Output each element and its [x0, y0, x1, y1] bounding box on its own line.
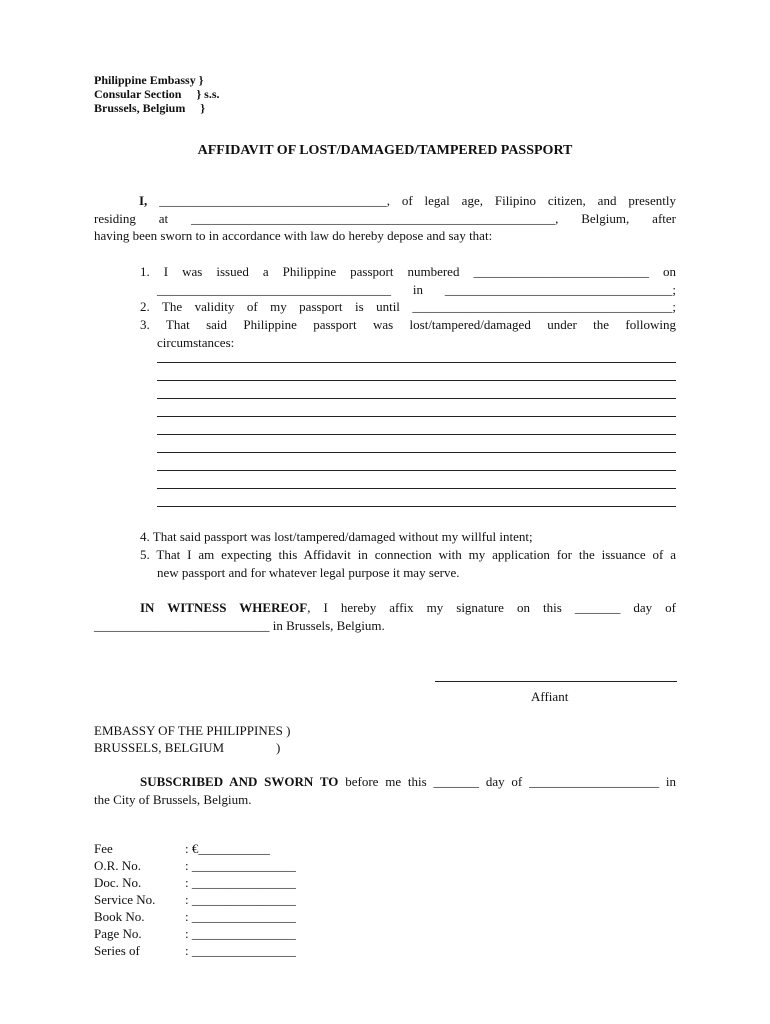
- item-1-line-1: 1. I was issued a Philippine passport numbered ___________________________ on: [140, 264, 676, 279]
- witness-line-1: [140, 599, 676, 617]
- fee-label: Fee: [94, 841, 113, 856]
- header-section: Consular Section } s.s.: [94, 87, 220, 101]
- circumstances-line: [157, 488, 676, 489]
- page-no-label: Page No.: [94, 926, 142, 941]
- item-2: 2. The validity of my passport is until ________________________________________;: [140, 299, 676, 314]
- item-3-line-1: 3. That said Philippine passport was lost/tampered/damaged under the following: [140, 317, 676, 332]
- affiant-label: Affiant: [531, 689, 569, 704]
- or-no-value: : ________________: [185, 858, 296, 873]
- witness-heading: IN WITNESS WHEREOF: [140, 600, 308, 615]
- service-no-label: Service No.: [94, 892, 156, 907]
- item-4: 4. That said passport was lost/tampered/damaged without my willful intent;: [140, 529, 533, 544]
- doc-no-value: : ________________: [185, 875, 296, 890]
- signature-line: [435, 681, 677, 682]
- document-title: AFFIDAVIT OF LOST/DAMAGED/TAMPERED PASSPORT: [197, 143, 573, 158]
- fee-value: : €___________: [185, 841, 270, 856]
- header-embassy: Philippine Embassy }: [94, 73, 204, 87]
- embassy-line-2: BRUSSELS, BELGIUM ): [94, 740, 281, 755]
- subscribed-heading: SUBSCRIBED AND SWORN TO: [140, 774, 339, 789]
- item-1-line-2: ____________________________________ in ___________________________________;: [157, 282, 676, 297]
- subscribed-text: before me this _______ day of ____________________ in: [338, 774, 676, 789]
- intro-line-3: having been sworn to in accordance with law do hereby depose and say that:: [94, 228, 493, 243]
- subscribed-line-2: the City of Brussels, Belgium.: [94, 792, 252, 807]
- circumstances-line: [157, 416, 676, 417]
- witness-line-2: ___________________________ in Brussels, Belgium.: [94, 618, 385, 633]
- circumstances-line: [157, 506, 676, 507]
- subscribed-line-1: [140, 773, 676, 791]
- doc-no-label: Doc. No.: [94, 875, 142, 890]
- circumstances-line: [157, 470, 676, 471]
- series-of-label: Series of: [94, 943, 140, 958]
- intro-line-2: residing at ________________________________________________________, Belgium, after: [94, 211, 676, 226]
- intro-name-text: ___________________________________, of legal age, Filipino citizen, and presently: [147, 193, 676, 208]
- service-no-value: : ________________: [185, 892, 296, 907]
- embassy-line-1: EMBASSY OF THE PHILIPPINES ): [94, 723, 291, 738]
- series-of-value: : ________________: [185, 943, 296, 958]
- circumstances-line: [157, 452, 676, 453]
- circumstances-line: [157, 398, 676, 399]
- intro-pronoun: I,: [139, 193, 148, 208]
- page-no-value: : ________________: [185, 926, 296, 941]
- witness-text: , I hereby affix my signature on this _______ day of: [307, 600, 676, 615]
- book-no-label: Book No.: [94, 909, 145, 924]
- intro-line-1: [139, 192, 676, 210]
- book-no-value: : ________________: [185, 909, 296, 924]
- circumstances-line: [157, 362, 676, 363]
- item-5-line-2: new passport and for whatever legal purpose it may serve.: [157, 565, 460, 580]
- or-no-label: O.R. No.: [94, 858, 141, 873]
- circumstances-line: [157, 380, 676, 381]
- item-5-line-1: 5. That I am expecting this Affidavit in connection with my application for the issuance of a: [140, 547, 676, 562]
- header-location: Brussels, Belgium }: [94, 101, 206, 115]
- item-3-line-2: circumstances:: [157, 335, 235, 350]
- circumstances-line: [157, 434, 676, 435]
